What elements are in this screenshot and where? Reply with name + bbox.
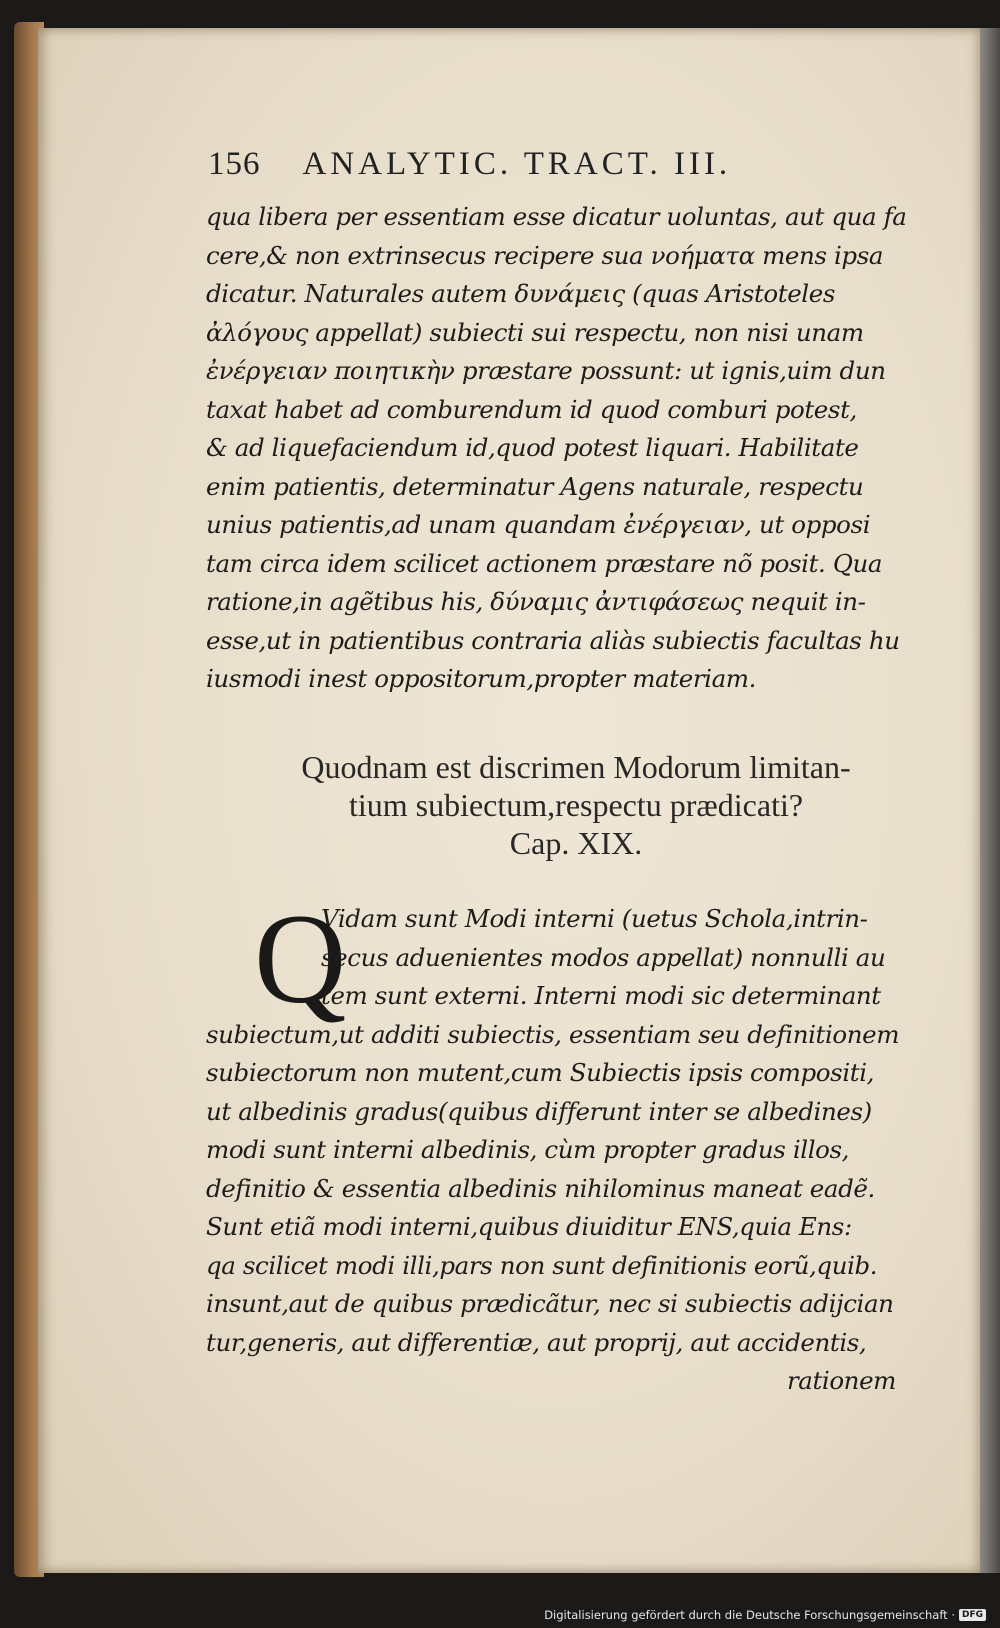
text-line: qa scilicet modi illi,pars non sunt definitionis eorũ,quib. — [206, 1250, 878, 1280]
page-number: 156 — [208, 146, 261, 182]
text-line: definitio & essentia albedinis nihilominus maneat eadẽ. — [206, 1173, 875, 1203]
dfg-logo: DFG — [959, 1609, 986, 1621]
text-line: iusmodi inest oppositorum,propter materiam. — [206, 664, 757, 693]
text-line: unius patientis,ad unam quandam ἐνέργειαν, ut opposi — [206, 510, 871, 539]
text-line: Sunt etiã modi interni,quibus diuiditur ENS,quia Ens: — [206, 1212, 852, 1241]
text-line: secus aduenientes modos appellat) nonnulli au — [321, 942, 886, 972]
text-line: enim patientis, determinatur Agens naturale, respectu — [206, 471, 864, 501]
paragraph-2 — [206, 888, 946, 1401]
text-line: subiectum,ut additi subiectis, essentiam seu definitionem — [206, 1019, 900, 1049]
text-line: modi sunt interni albedinis, cùm propter gradus illos, — [206, 1135, 850, 1164]
scan-edge — [980, 28, 1000, 1573]
text-line: taxat habet ad comburendum id quod comburi potest, — [206, 394, 857, 424]
chapter-number: Cap. XIX. — [509, 825, 643, 861]
text-line: tem sunt externi. Interni modi sic determinant — [321, 981, 881, 1010]
text-line: Vidam sunt Modi interni (uetus Schola,intrin- — [321, 904, 868, 933]
text-line: cere,& non extrinsecus recipere sua νοήματα mens ipsa — [206, 240, 884, 270]
text-line: tam circa idem scilicet actionem præstare nõ posit. Qua — [206, 548, 883, 578]
digitization-credit — [544, 1608, 986, 1622]
text-line: esse,ut in patientibus contraria aliàs subiectis facultas hu — [206, 625, 900, 655]
chapter-heading-line: Quodnam est discrimen Modorum limitan- — [301, 749, 851, 785]
drop-cap: Q — [254, 888, 347, 1030]
running-title: ANALYTIC. TRACT. III. — [302, 146, 732, 182]
text-line: ἐνέργειαν ποιητικὴν præstare possunt: ut ignis,uim dun — [206, 356, 886, 385]
text-line: tur,generis, aut differentiæ, aut proprij, aut accidentis, — [206, 1327, 867, 1357]
text-line: ratione,in agẽtibus his, δύναμις ἀντιφάσεως nequit in- — [206, 587, 866, 616]
chapter-heading-line: tium subiectum,respectu prædicati? — [348, 787, 804, 823]
text-line: ut albedinis gradus(quibus differunt inter se albedines) — [206, 1096, 872, 1126]
running-header — [208, 146, 908, 183]
chapter-heading — [206, 748, 946, 862]
text-line: ἀλόγους appellat) subiecti sui respectu, non nisi unam — [206, 317, 864, 347]
catchword: rationem — [786, 1366, 896, 1395]
text-line: dicatur. Naturales autem δυνάμεις (quas Aristoteles — [206, 279, 836, 308]
text-line: insunt,aut de quibus prædicãtur, nec si subiectis adijcian — [206, 1289, 894, 1318]
text-line: qua libera per essentiam esse dicatur uoluntas, aut qua fa — [206, 202, 907, 231]
text-line: subiectorum non mutent,cum Subiectis ipsis compositi, — [206, 1058, 875, 1087]
credit-text: Digitalisierung gefördert durch die Deutsche Forschungsgemeinschaft · — [544, 1608, 955, 1622]
text-line: & ad liquefaciendum id,quod potest liquari. Habilitate — [206, 433, 859, 462]
paragraph-1 — [206, 198, 946, 699]
